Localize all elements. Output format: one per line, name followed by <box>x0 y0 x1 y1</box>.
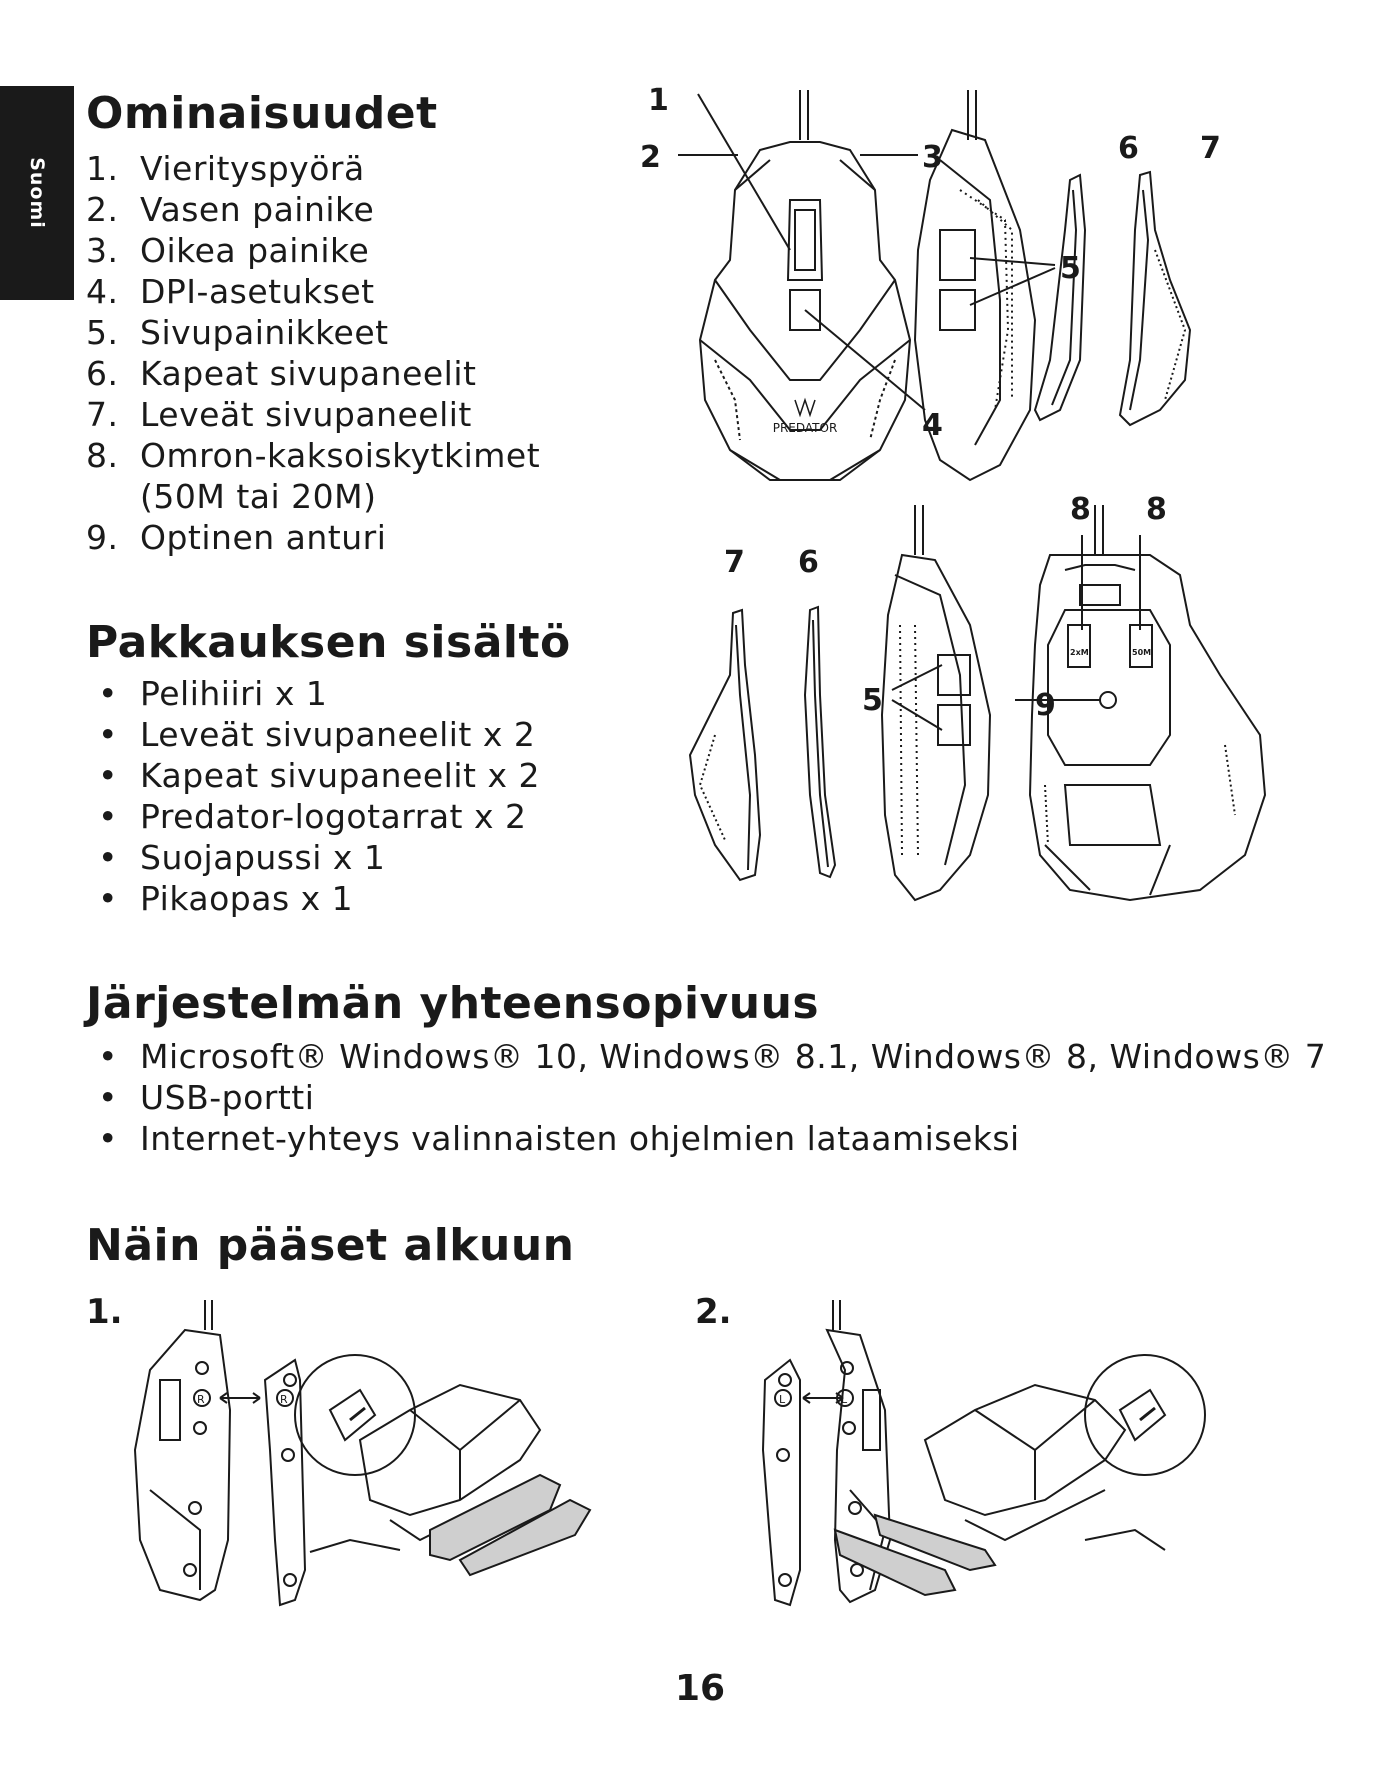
callout-1: 1 <box>648 83 669 118</box>
list-item: • Leveät sivupaneelit x 2 <box>86 714 540 755</box>
switch-left-label: 2xM <box>1070 648 1089 657</box>
step-1-label: 1. <box>86 1292 123 1332</box>
callout-4: 4 <box>922 408 943 443</box>
list-item: • Predator-logotarrat x 2 <box>86 796 540 837</box>
list-item: 8. Omron-kaksoiskytkimet <box>86 436 541 475</box>
list-item: 7. Leveät sivupaneelit <box>86 395 472 434</box>
mouse-bottom-diagram <box>670 495 1310 915</box>
package-heading: Pakkauksen sisältö <box>86 617 571 668</box>
label-l-mouse: L <box>841 1393 848 1406</box>
omron-switch-right <box>1130 625 1152 667</box>
list-item: (50M tai 20M) <box>140 477 377 516</box>
list-item: 5. Sivupainikkeet <box>86 313 389 352</box>
wide-side-panel <box>690 610 760 880</box>
compatibility-list <box>86 1036 1326 1159</box>
narrow-side-panel <box>1035 175 1085 420</box>
callout-7: 7 <box>1200 131 1221 166</box>
step-2-diagram <box>745 1290 1265 1620</box>
list-item: • Pelihiiri x 1 <box>86 673 540 714</box>
label-l-panel: L <box>779 1393 786 1406</box>
callout-7: 7 <box>724 545 745 580</box>
callout-2: 2 <box>640 140 661 175</box>
list-item: • Microsoft® Windows® 10, Windows® 8.1, Windows® 8, Windows® 7 <box>86 1036 1326 1077</box>
list-item: • Internet-yhteys valinnaisten ohjelmien lataamiseksi <box>86 1118 1326 1159</box>
callout-6: 6 <box>798 545 819 580</box>
label-r-mouse: R <box>197 1393 205 1406</box>
getting-started-heading: Näin pääset alkuun <box>86 1220 575 1271</box>
narrow-side-panel <box>805 607 835 877</box>
list-item: • Pikaopas x 1 <box>86 878 540 919</box>
label-r-panel: R <box>280 1393 288 1406</box>
language-tab <box>0 86 74 300</box>
callout-9: 9 <box>1035 688 1056 723</box>
list-item: • Suojapussi x 1 <box>86 837 540 878</box>
mouse-features-diagram <box>640 80 1300 500</box>
step-1-diagram <box>120 1290 680 1620</box>
compatibility-heading: Järjestelmän yhteensopivuus <box>86 978 820 1029</box>
list-item: • USB-portti <box>86 1077 1326 1118</box>
optical-sensor <box>1100 692 1116 708</box>
list-item: 2. Vasen painike <box>86 190 375 229</box>
list-item: 1. Vierityspyörä <box>86 149 365 188</box>
features-heading: Ominaisuudet <box>86 88 438 139</box>
callout-3: 3 <box>922 140 943 175</box>
language-tab-label: Suomi <box>26 157 48 229</box>
logo-text: PREDATOR <box>772 421 838 435</box>
package-list <box>86 673 540 919</box>
list-item: 3. Oikea painike <box>86 231 370 270</box>
callout-5: 5 <box>1060 251 1081 286</box>
list-item: 4. DPI-asetukset <box>86 272 375 311</box>
mouse-top-view <box>700 90 910 480</box>
list-item: 6. Kapeat sivupaneelit <box>86 354 477 393</box>
features-list <box>86 148 540 558</box>
list-item: 9. Optinen anturi <box>86 518 387 557</box>
step-2-label: 2. <box>695 1292 732 1332</box>
wide-side-panel <box>1120 172 1190 425</box>
switch-right-label: 50M <box>1132 648 1152 657</box>
callout-8: 8 <box>1070 495 1091 527</box>
list-item: • Kapeat sivupaneelit x 2 <box>86 755 540 796</box>
mouse-bottom-view <box>1030 505 1265 900</box>
callout-5: 5 <box>862 683 883 718</box>
mouse-side-view <box>882 505 990 900</box>
page-number: 16 <box>674 1668 726 1709</box>
callout-6: 6 <box>1118 131 1139 166</box>
callout-8: 8 <box>1146 495 1167 527</box>
omron-switch-left <box>1068 625 1090 667</box>
